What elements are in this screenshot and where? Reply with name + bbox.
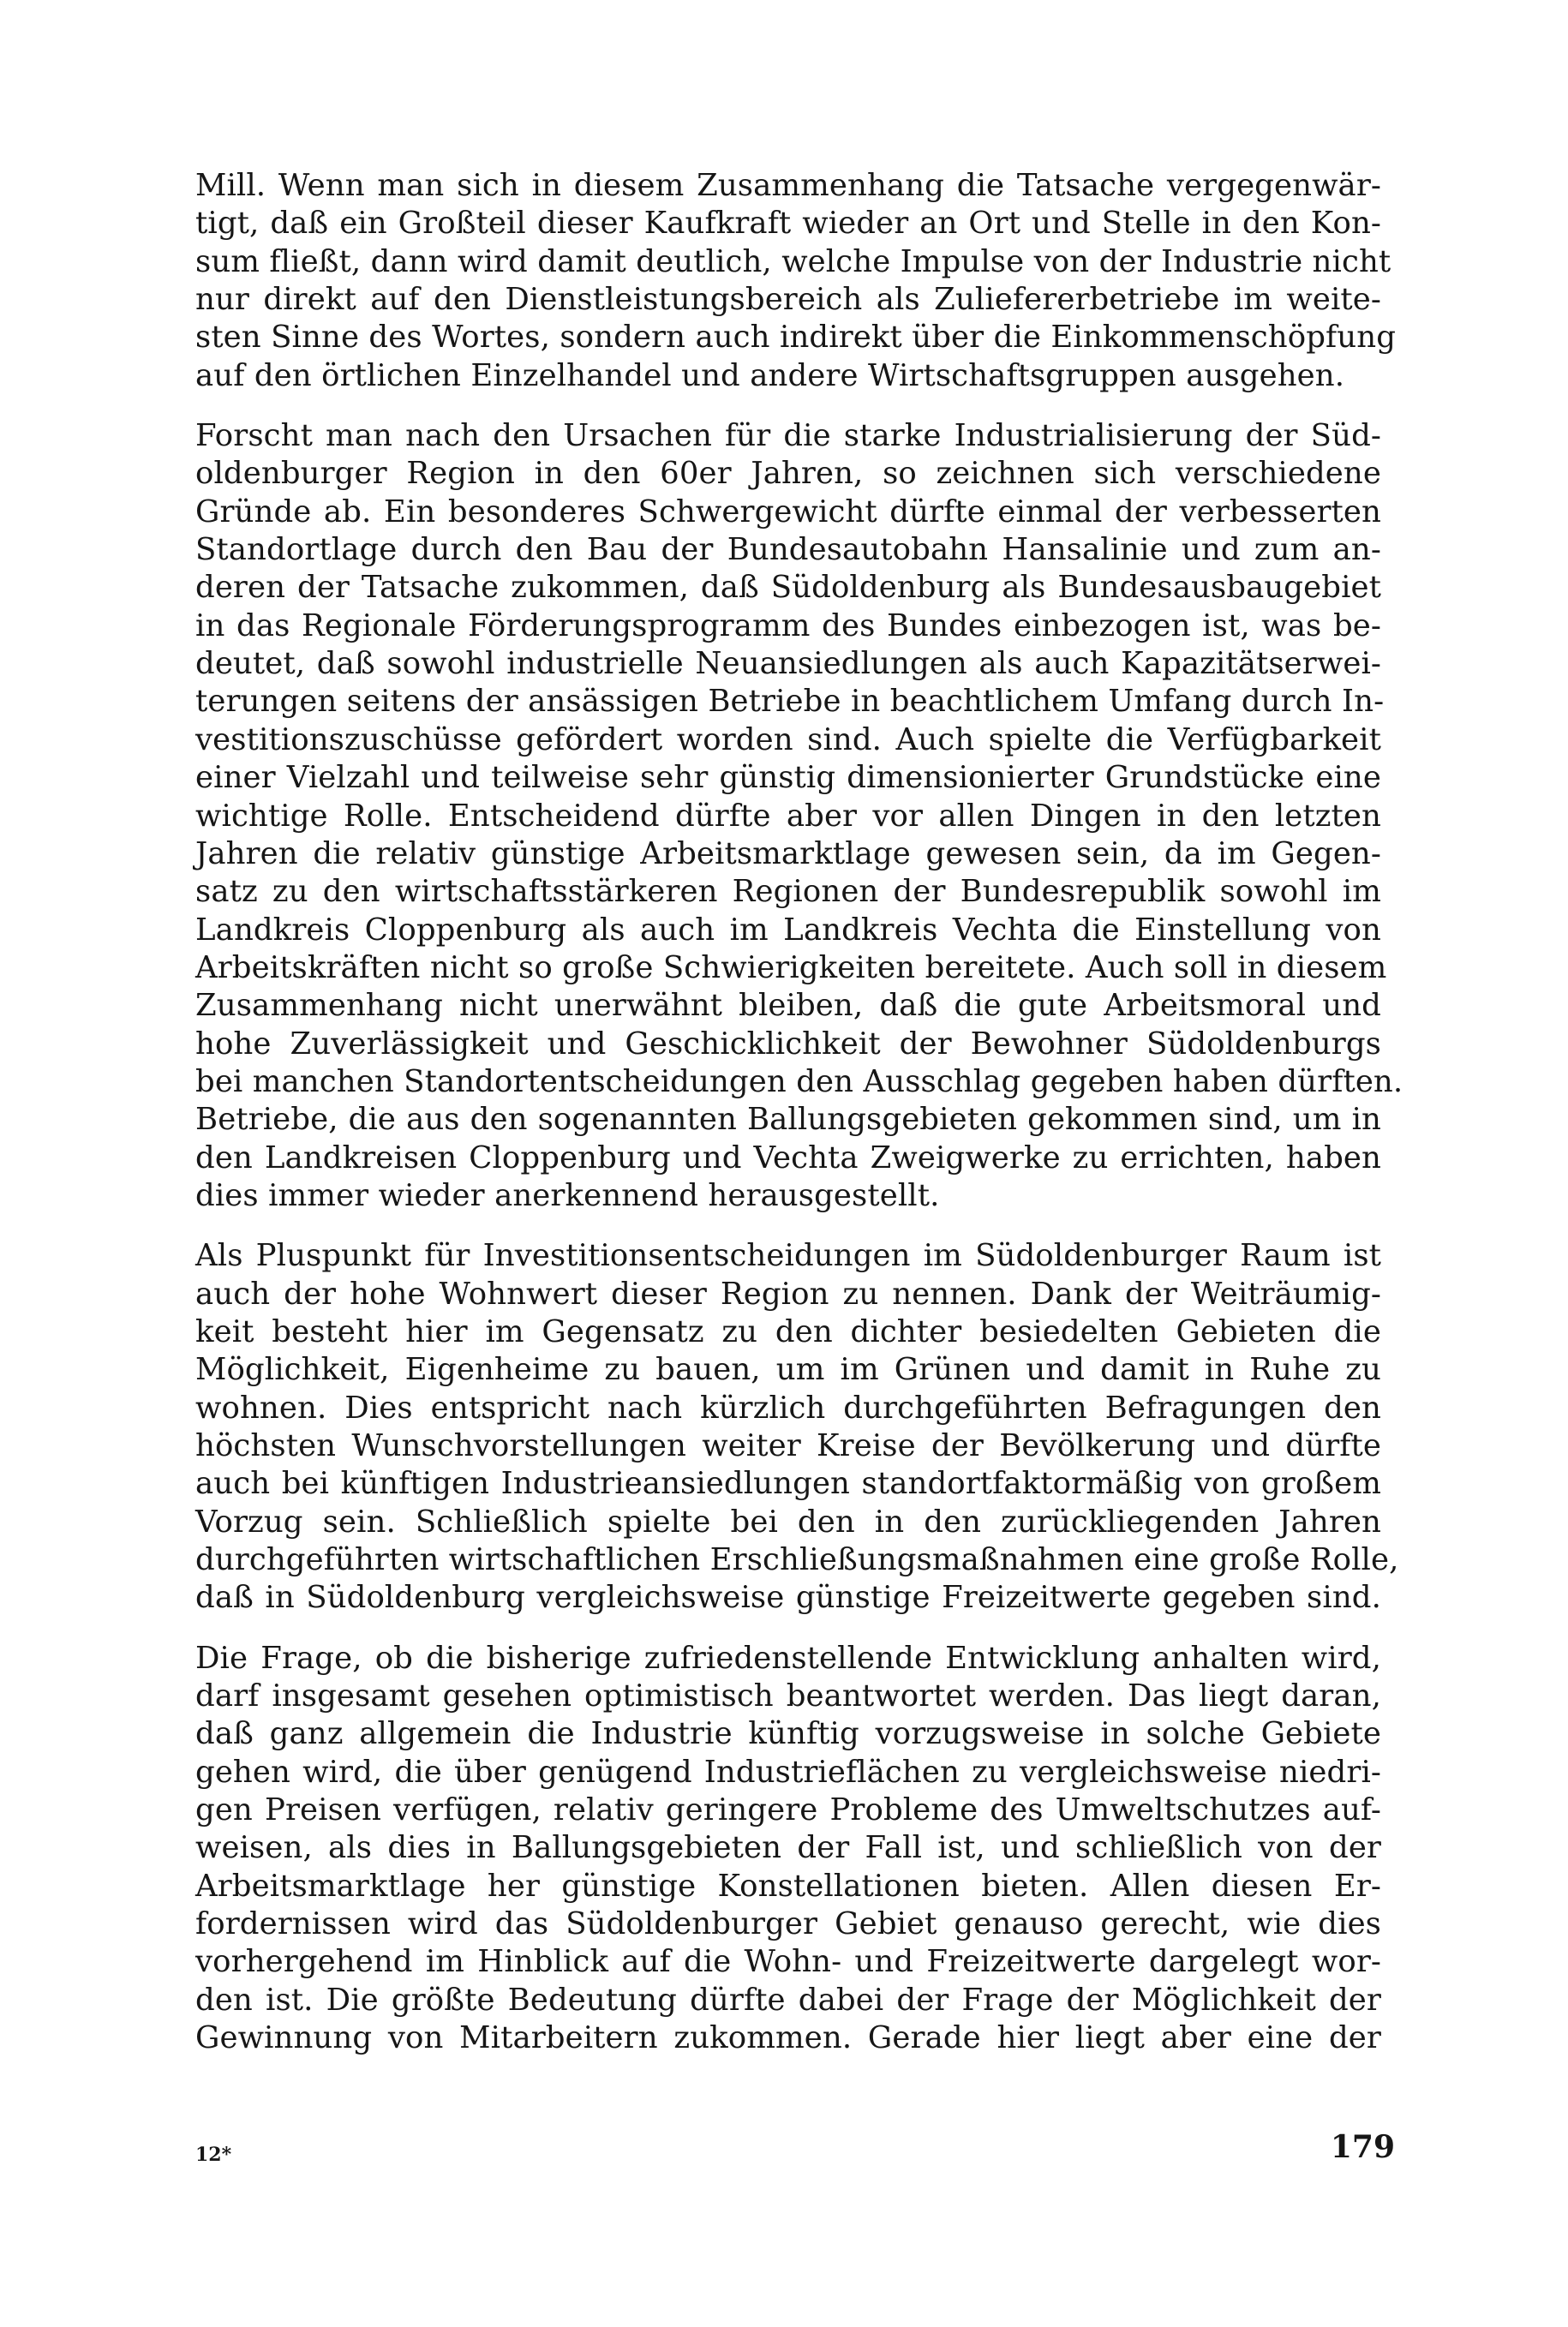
text-line: fordernissen wird das Südoldenburger Gebiet genauso gerecht, wie dies [195,1906,1381,1942]
text-line: höchsten Wunschvorstellungen weiter Kreise der Bevölkerung und dürfte [195,1428,1381,1463]
body-text [195,167,1403,2080]
text-line: Die Frage, ob die bisherige zufriedenstellende Entwicklung anhalten wird, [195,1640,1381,1676]
text-line: Arbeitsmarktlage her günstige Konstellationen bieten. Allen diesen Er- [195,1868,1381,1904]
text-line: Arbeitskräften nicht so große Schwierigkeiten bereitete. Auch soll in diesem [195,949,1387,985]
text-line: sum fließt, dann wird damit deutlich, welche Impulse von der Industrie nicht [195,243,1391,279]
text-line: Gewinnung von Mitarbeitern zukommen. Gerade hier liegt aber eine der [195,2020,1381,2056]
text-line: auch der hohe Wohnwert dieser Region zu nennen. Dank der Weiträumig- [195,1276,1381,1312]
text-line: Landkreis Cloppenburg als auch im Landkreis Vechta die Einstellung von [195,912,1381,948]
text-line: hohe Zuverlässigkeit und Geschicklichkeit der Bewohner Südoldenburgs [195,1026,1381,1062]
text-line: wichtige Rolle. Entscheidend dürfte aber vor allen Dingen in den letzten [195,798,1381,834]
text-line: Gründe ab. Ein besonderes Schwergewicht dürfte einmal der verbesserten [195,494,1381,529]
text-line: Möglichkeit, Eigenheime zu bauen, um im Grünen und damit in Ruhe zu [195,1352,1381,1388]
text-line: Forscht man nach den Ursachen für die starke Industrialisierung der Süd- [195,418,1381,454]
text-line: vorhergehend im Hinblick auf die Wohn- und Freizeitwerte dargelegt wor- [195,1944,1381,1980]
text-line: tigt, daß ein Großteil dieser Kaufkraft wieder an Ort und Stelle in den Kon- [195,206,1381,242]
paragraph-1 [195,167,1397,395]
text-line: vestitionszuschüsse gefördert worden sind. Auch spielte die Verfügbarkeit [195,721,1381,757]
text-line: darf insgesamt gesehen optimistisch beantwortet werden. Das liegt daran, [195,1678,1381,1714]
paragraph-3 [195,1237,1399,1617]
text-line: Zusammenhang nicht unerwähnt bleiben, daß die gute Arbeitsmoral und [195,988,1381,1024]
text-line: gen Preisen verfügen, relativ geringere Probleme des Umweltschutzes auf- [195,1792,1381,1828]
text-line: den Landkreisen Cloppenburg und Vechta Zweigwerke zu errichten, haben [195,1140,1381,1175]
paragraph-2 [195,417,1403,1215]
sheet-signature: 12* [195,2144,232,2166]
text-line: dies immer wieder anerkennend herausgestellt. [195,1177,940,1213]
text-line: Betriebe, die aus den sogenannten Ballungsgebieten gekommen sind, um in [195,1102,1381,1138]
text-line: daß in Südoldenburg vergleichsweise günstige Freizeitwerte gegeben sind. [195,1580,1381,1616]
text-line: Jahren die relativ günstige Arbeitsmarktlage gewesen sein, da im Gegen- [195,835,1381,871]
paragraph-4 [195,1640,1381,2058]
text-line: deren der Tatsache zukommen, daß Südoldenburg als Bundesausbaugebiet [195,570,1381,606]
text-line: auf den örtlichen Einzelhandel und andere Wirtschaftsgruppen ausgehen. [195,357,1345,393]
page-number: 179 [1330,2129,1395,2165]
text-line: daß ganz allgemein die Industrie künftig vorzugsweise in solche Gebiete [195,1716,1381,1752]
text-line: weisen, als dies in Ballungsgebieten der Fall ist, und schließlich von der [195,1830,1381,1866]
text-line: Als Pluspunkt für Investitionsentscheidungen im Südoldenburger Raum ist [195,1238,1381,1274]
text-line: auch bei künftigen Industrieansiedlungen standortfaktormäßig von großem [195,1466,1381,1502]
text-line: den ist. Die größte Bedeutung dürfte dabei der Frage der Möglichkeit der [195,1982,1381,2018]
text-line: oldenburger Region in den 60er Jahren, so zeichnen sich verschiedene [195,456,1381,492]
text-line: Vorzug sein. Schließlich spielte bei den in den zurückliegenden Jahren [195,1504,1381,1540]
text-line: gehen wird, die über genügend Industrieflächen zu vergleichsweise niedri- [195,1754,1381,1790]
text-line: in das Regionale Förderungsprogramm des Bundes einbezogen ist, was be- [195,607,1381,643]
text-line: keit besteht hier im Gegensatz zu den dichter besiedelten Gebieten die [195,1313,1381,1349]
text-line: sten Sinne des Wortes, sondern auch indirekt über die Einkommenschöpfung [195,320,1397,356]
text-line: einer Vielzahl und teilweise sehr günstig dimensionierter Grundstücke eine [195,760,1381,796]
text-line: Standortlage durch den Bau der Bundesautobahn Hansalinie und zum an- [195,532,1381,568]
text-line: satz zu den wirtschaftsstärkeren Regionen der Bundesrepublik sowohl im [195,874,1381,910]
text-line: Mill. Wenn man sich in diesem Zusammenhang die Tatsache vergegenwär- [195,168,1381,203]
text-line: deutet, daß sowohl industrielle Neuansiedlungen als auch Kapazitätserwei- [195,646,1381,682]
text-line: bei manchen Standortentscheidungen den Ausschlag gegeben haben dürften. [195,1063,1403,1099]
text-line: wohnen. Dies entspricht nach kürzlich durchgeführten Befragungen den [195,1390,1381,1426]
text-line: terungen seitens der ansässigen Betriebe in beachtlichem Umfang durch In- [195,684,1385,720]
text-line: nur direkt auf den Dienstleistungsbereich als Zuliefererbetriebe im weite- [195,282,1381,318]
text-line: durchgeführten wirtschaftlichen Erschließungsmaßnahmen eine große Rolle, [195,1542,1399,1578]
